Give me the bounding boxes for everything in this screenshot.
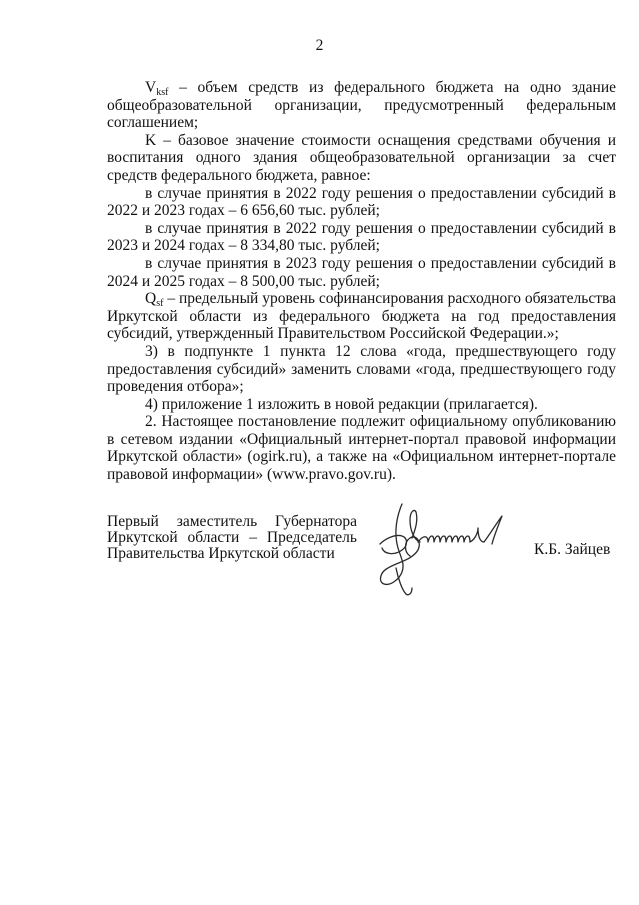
page-number: 2 [315,37,324,54]
paragraph-vksf-definition [107,79,616,132]
signatory-title-line-1: Первый заместитель Губернатора [107,513,357,530]
handwritten-signature [372,498,522,598]
symbol-q: Q [145,290,157,308]
signatory-title-line-3: Правительства Иркутской области [107,545,335,562]
paragraph-text: – объем средств из федерального бюджета на одно здание общеобразовательной организации, предусмотренный федеральным соглашением; [107,79,616,132]
signatory-title [107,514,357,562]
paragraph-text: – предельный уровень софинансирования расходного обязательства Иркутской области из федерального бюджета на год предоставления субсидий, утвержденный Правительством Российской Федерации.»; [107,290,616,343]
paragraph-publication: 2. Настоящее постановление подлежит официальному опубликованию в сетевом издании «Официальный интернет-портал правовой информации Иркутской области» (ogirk.ru), а также на «Официальном интернет-портале правовой информации» (www.pravo.gov.ru). [107,413,616,484]
subscript-sf: sf [156,298,164,310]
paragraph-qsf-definition [107,290,616,343]
signatory-title-line-2: Иркутской области – Председатель [107,529,357,546]
signatory-name: К.Б. Зайцев [534,541,611,558]
paragraph-case-2022-2023: в случае принятия в 2022 году решения о предоставлении субсидий в 2022 и 2023 годах – 6 656,60 тыс. рублей; [107,184,616,220]
paragraph-case-2023-2024: в случае принятия в 2022 году решения о предоставлении субсидий в 2023 и 2024 годах – 8 334,80 тыс. рублей; [107,219,616,255]
paragraph-item-4: 4) приложение 1 изложить в новой редакции (прилагается). [145,395,538,413]
paragraph-case-2024-2025: в случае принятия в 2023 году решения о предоставлении субсидий в 2024 и 2025 годах – 8 500,00 тыс. рублей; [107,254,616,290]
paragraph-item-3: 3) в подпункте 1 пункта 12 слова «года, предшествующего году предоставления субсидий» заменить словами «года, предшествующего году проведения отбора»; [107,342,616,396]
subscript-ksf: ksf [156,87,169,98]
symbol-v: V [145,79,157,96]
body-text [107,79,616,484]
paragraph-k-definition: K – базовое значение стоимости оснащения средствами обучения и воспитания одного здания общеобразовательной организации за счет средств федерального бюджета, равное: [107,131,616,184]
